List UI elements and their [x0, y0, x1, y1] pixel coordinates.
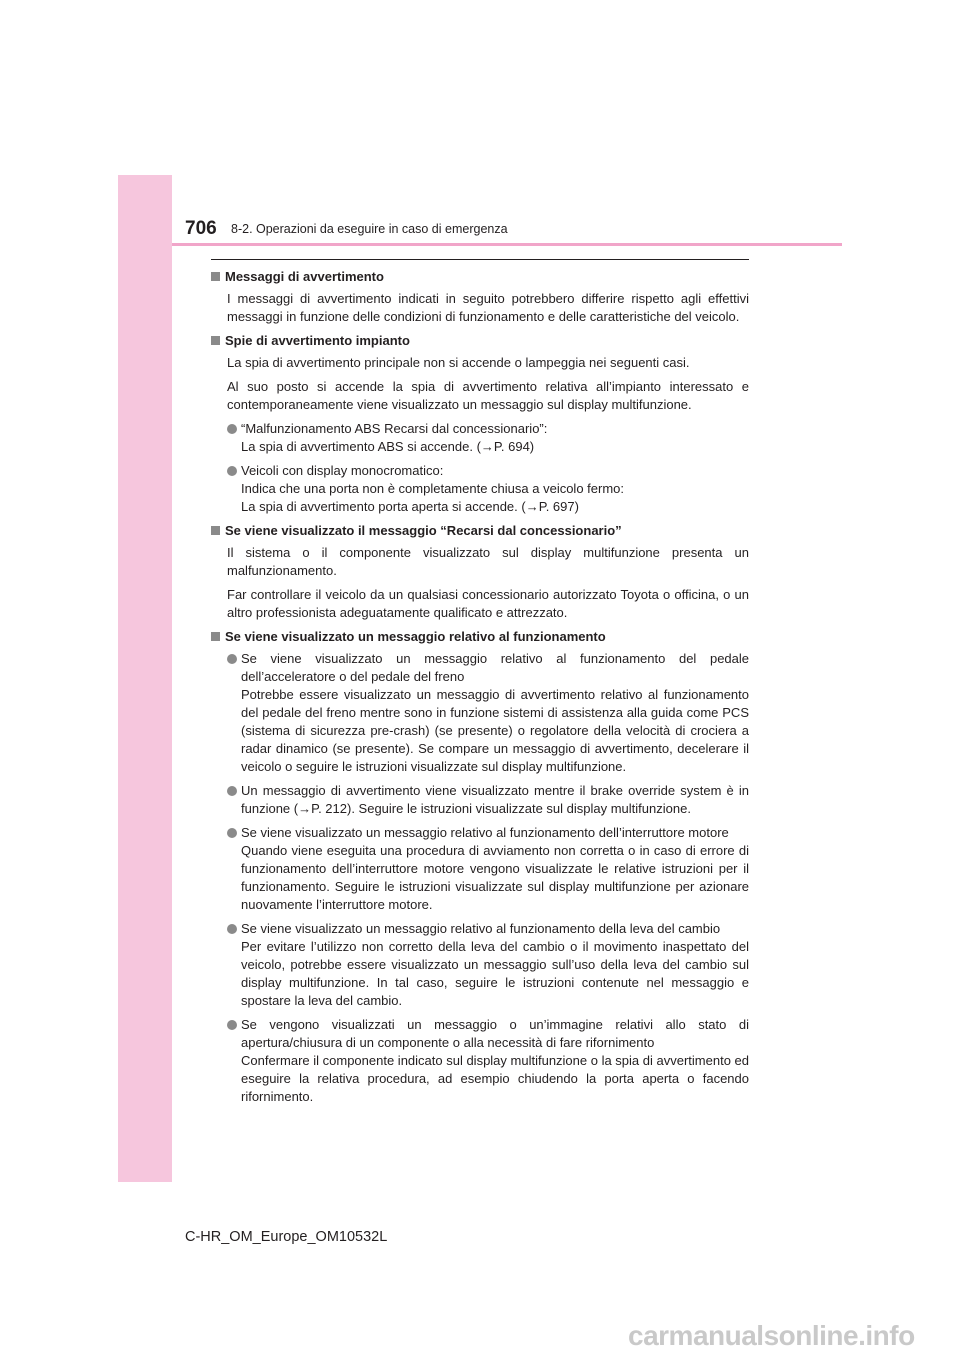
section-title: 8-2. Operazioni da eseguire in caso di emergenza	[231, 222, 508, 236]
list-item-line: Quando viene eseguita una procedura di avviamento non corretta o in caso di errore di funzionamento dell’interruttore motore vengono visualizzate le relative istruzioni per il funzionamento. Seguire le istruzioni visualizzate sul display multifunzione per azionare nuovamente l’interruttore motore.	[241, 843, 749, 912]
section-heading: Se viene visualizzato un messaggio relativo al funzionamento	[225, 629, 606, 644]
section-warning-messages	[211, 268, 749, 326]
square-bullet-icon	[211, 336, 220, 345]
list-item-line: Per evitare l’utilizzo non corretto della leva del cambio o il movimento inaspettato del veicolo, potrebbe essere visualizzato un messaggio sull’uso della leva del cambio sul display multifunzione. In tal caso, seguire le istruzioni contenute nel messaggio e spostare la leva del cambio.	[241, 939, 749, 1008]
section-heading: Se viene visualizzato il messaggio “Recarsi dal concessionario”	[225, 523, 622, 538]
square-bullet-icon	[211, 632, 220, 641]
circle-bullet-icon	[227, 786, 237, 796]
paragraph: I messaggi di avvertimento indicati in seguito potrebbero differire rispetto agli effettivi messaggi in funzione delle condizioni di funzionamento e delle caratteristiche del veicolo.	[227, 291, 749, 324]
list-item-line: Potrebbe essere visualizzato un messaggio di avvertimento relativo al funzionamento del pedale del freno mentre sono in funzione sistemi di assistenza alla guida come PCS (sistema di sicurezza pre-crash) (se presente) o regolatore della velocità di crociera a radar dinamico (se presente). Se compare un messaggio di avvertimento, decelerare il veicolo o seguire le istruzioni visualizzate sul display multifunzione.	[241, 687, 749, 774]
list-item	[227, 420, 749, 456]
list-item-line: Confermare il componente indicato sul display multifunzione o la spia di avvertimento ed eseguire la relativa procedura, ad esempio chiudendo la porta aperta o facendo rifornimento.	[241, 1053, 749, 1104]
list-item-line: “Malfunzionamento ABS Recarsi dal concessionario”:	[241, 421, 548, 436]
section-system-warning-lights	[211, 332, 749, 516]
paragraph: La spia di avvertimento principale non si accende o lampeggia nei seguenti casi.	[227, 355, 690, 370]
section-heading: Spie di avvertimento impianto	[225, 333, 410, 348]
list-item-line: La spia di avvertimento ABS si accende. (→P. 694)	[241, 439, 535, 454]
list-item	[227, 650, 749, 776]
circle-bullet-icon	[227, 424, 237, 434]
paragraph: Il sistema o il componente visualizzato sul display multifunzione presenta un malfunzionamento.	[227, 545, 749, 578]
side-tab-band	[118, 175, 172, 1182]
circle-bullet-icon	[227, 828, 237, 838]
list-item-line: La spia di avvertimento porta aperta si accende. (→P. 697)	[241, 499, 579, 514]
circle-bullet-icon	[227, 1020, 237, 1030]
list-item-line: Se viene visualizzato un messaggio relativo al funzionamento dell’interruttore motore	[241, 825, 729, 840]
circle-bullet-icon	[227, 654, 237, 664]
paragraph: Far controllare il veicolo da un qualsiasi concessionario autorizzato Toyota o officina, o un altro professionista adeguatamente qualificato e attrezzato.	[227, 587, 749, 620]
list-item-line: Se viene visualizzato un messaggio relativo al funzionamento della leva del cambio	[241, 921, 721, 936]
section-heading: Messaggi di avvertimento	[225, 269, 384, 284]
content-body	[211, 265, 749, 1112]
square-bullet-icon	[211, 272, 220, 281]
content-divider	[211, 259, 749, 260]
square-bullet-icon	[211, 526, 220, 535]
footer-doc-code: C-HR_OM_Europe_OM10532L	[185, 1229, 388, 1245]
list-item-line: Se viene visualizzato un messaggio relativo al funzionamento del pedale dell’acceleratore o del pedale del freno	[241, 651, 749, 684]
section-go-to-dealer	[211, 522, 749, 622]
list-item-line: Se vengono visualizzati un messaggio o un’immagine relativi allo stato di apertura/chiusura di un componente o alla necessità di fare rifornimento	[241, 1017, 749, 1050]
list-item-line: Veicoli con display monocromatico:	[241, 463, 444, 478]
list-item	[227, 824, 749, 914]
watermark: carmanualsonline.info	[628, 1320, 915, 1351]
list-item-line: Indica che una porta non è completamente chiusa a veicolo fermo:	[241, 481, 625, 496]
list-item	[227, 1016, 749, 1106]
list-item	[227, 920, 749, 1010]
list-item-line: Un messaggio di avvertimento viene visualizzato mentre il brake override system è in funzione (→P. 212). Seguire le istruzioni visualizzate sul display multifunzione.	[241, 783, 749, 816]
circle-bullet-icon	[227, 924, 237, 934]
list-item	[227, 462, 749, 516]
circle-bullet-icon	[227, 466, 237, 476]
header-divider	[172, 243, 842, 246]
paragraph: Al suo posto si accende la spia di avvertimento relativa all’impianto interessato e contemporaneamente viene visualizzato un messaggio sul display multifunzione.	[227, 379, 749, 412]
list-item	[227, 782, 749, 818]
page-number: 706	[185, 218, 217, 239]
section-operation-messages	[211, 628, 749, 1106]
